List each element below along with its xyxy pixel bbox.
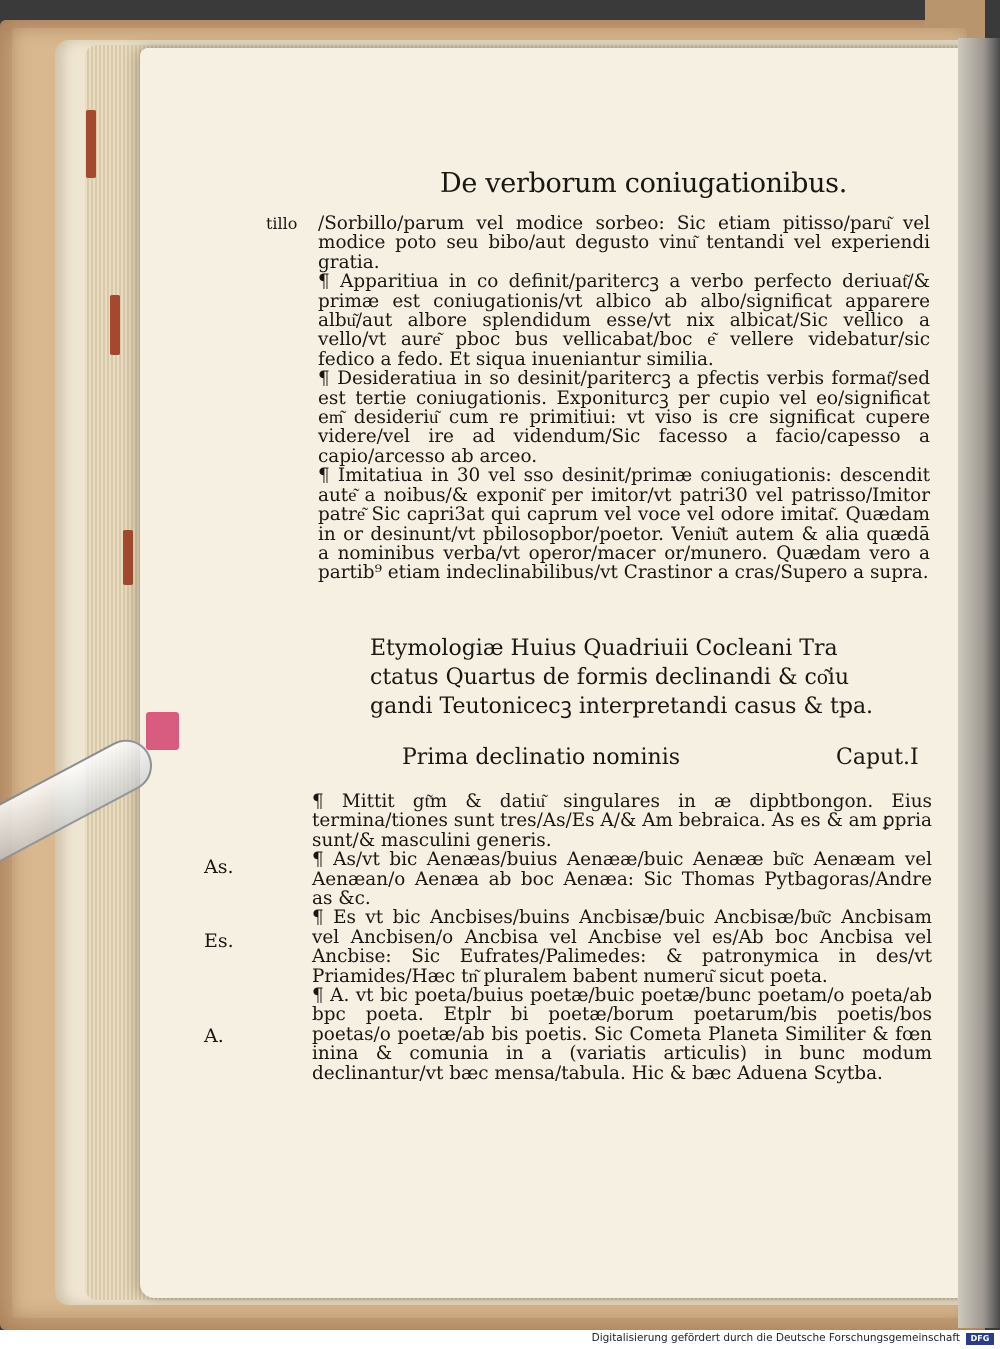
margin-label: A. — [204, 1025, 224, 1047]
bookmark-tab — [110, 295, 120, 355]
footer-bar — [0, 1330, 1000, 1349]
margin-label: As. — [204, 856, 234, 878]
title-line: ctatus Quartus de formis declinandi & co͂iu — [370, 665, 850, 690]
chapter-number: Caput.I — [836, 745, 919, 770]
paragraph: ¶ Desideratiua in so desinit/paritercꝫ a pfectis verbis format͂/sed est tertie coniugationis. Exponiturcꝫ per cupio vel eo/significat em͂ desideriu͂ cum re primitiui: vt viso is cre significat cupere videre/vel ire ad videndum/Sic facesso a facio/capesso a capio/arcesso ab arceo. — [318, 368, 930, 467]
text-block-top — [318, 214, 930, 583]
running-head: De verborum coniugationibus. — [440, 168, 848, 199]
paragraph: ¶ Es vt bic Ancbises/buins Ancbisæ/buic Ancbisæ/bu͂c Ancbisam vel Ancbisen/o Ancbisa vel Ancbise vel es/Ab boc Ancbisa vel Ancbise: Sic Eufrates/Palimedes: & patronymica in des/vt Priamides/Hæc tn͂ pluralem babent numeru͂ sicut poeta. — [312, 907, 932, 987]
paragraph: ¶ Mittit gt͂m & datiu͂ singulares in æ dipbtbongon. Eius termina/tiones sunt tres/As/Es A/& Am bebraica. As es & am ꝑpria sunt/& masculini generis. — [312, 791, 932, 851]
footer-credit: Digitalisierung gefördert durch die Deutsche Forschungsgemeinschaft — [591, 1332, 960, 1344]
paragraph: ¶ Apparitiua in co definit/paritercꝫ a verbo perfecto deriuat͂/& primæ est coniugationis/vt albico ab albo/significat apparere albu͂/aut albore splendidum esse/vt nix albicat/Sic vellico a vello/vt aure͂ pboc bus vellicabat/boc e͂ vellere videbatur/sic fedico a fedo. Et siqua inueniantur similia. — [318, 271, 930, 370]
pink-marker-tab — [146, 712, 179, 750]
bookmark-tab — [123, 530, 133, 585]
bookmark-tab — [86, 110, 96, 178]
paragraph: ¶ As/vt bic Aenæas/buius Aenææ/buic Aenææ bu͂c Aenæam vel Aenæan/o Aenæa ab boc Aenæa: Sic Thomas Pytbagoras/Andre as &c. — [312, 849, 932, 910]
paragraph: ¶ A. vt bic poeta/buius poetæ/buic poetæ/bunc poetam/o poeta/ab bpc poeta. Etplr bi poetæ/borum poetarum/bis poetis/bos poetas/o poetæ/ab bis poetis. Sic Cometa Planeta Similiter & fœn inina & comunia in a (variatis articulis) in bunc modum declinantur/vt bæc mensa/tabula. Hic & bæc Aduena Scytba. — [312, 985, 932, 1084]
title-line: gandi Teutonicecꝫ interpretandi casus & tpa. — [370, 694, 874, 719]
paragraph: /Sorbillo/parum vel modice sorbeo: Sic etiam pitisso/paru͂ vel modice poto seu bibo/aut degusto vinu͂ tentandi vel experiendi gratia. — [318, 213, 930, 273]
catchword: tillo — [266, 214, 298, 233]
facing-page-edge — [958, 38, 1000, 1328]
text-block-bottom — [312, 792, 932, 1083]
treatise-title — [370, 634, 890, 721]
dfg-logo: DFG — [966, 1333, 994, 1345]
paragraph: ¶ Imitatiua in 30 vel sso desinit/primæ coniugationis: descendit aute͂ a noibus/& exponit͂ per imitor/vt patri30 vel patrisso/Imitor patre͂ Sic capri3at qui caprum vel voce vel odore imitat͂. Quædam in or desinunt/vt pbilosopbor/poetor. Veniu͂t autem & alia quædā a nominibus verba/vt operor/macer or/munero. Quædam vero a partib⁹ etiam indeclinabilibus/vt Crastinor a cras/Supero a supra. — [318, 465, 930, 584]
chapter-title: Prima declinatio nominis — [402, 745, 681, 770]
title-line: Etymologiæ Huius Quadriuii Cocleani Tra — [370, 636, 838, 661]
margin-label: Es. — [204, 930, 234, 952]
